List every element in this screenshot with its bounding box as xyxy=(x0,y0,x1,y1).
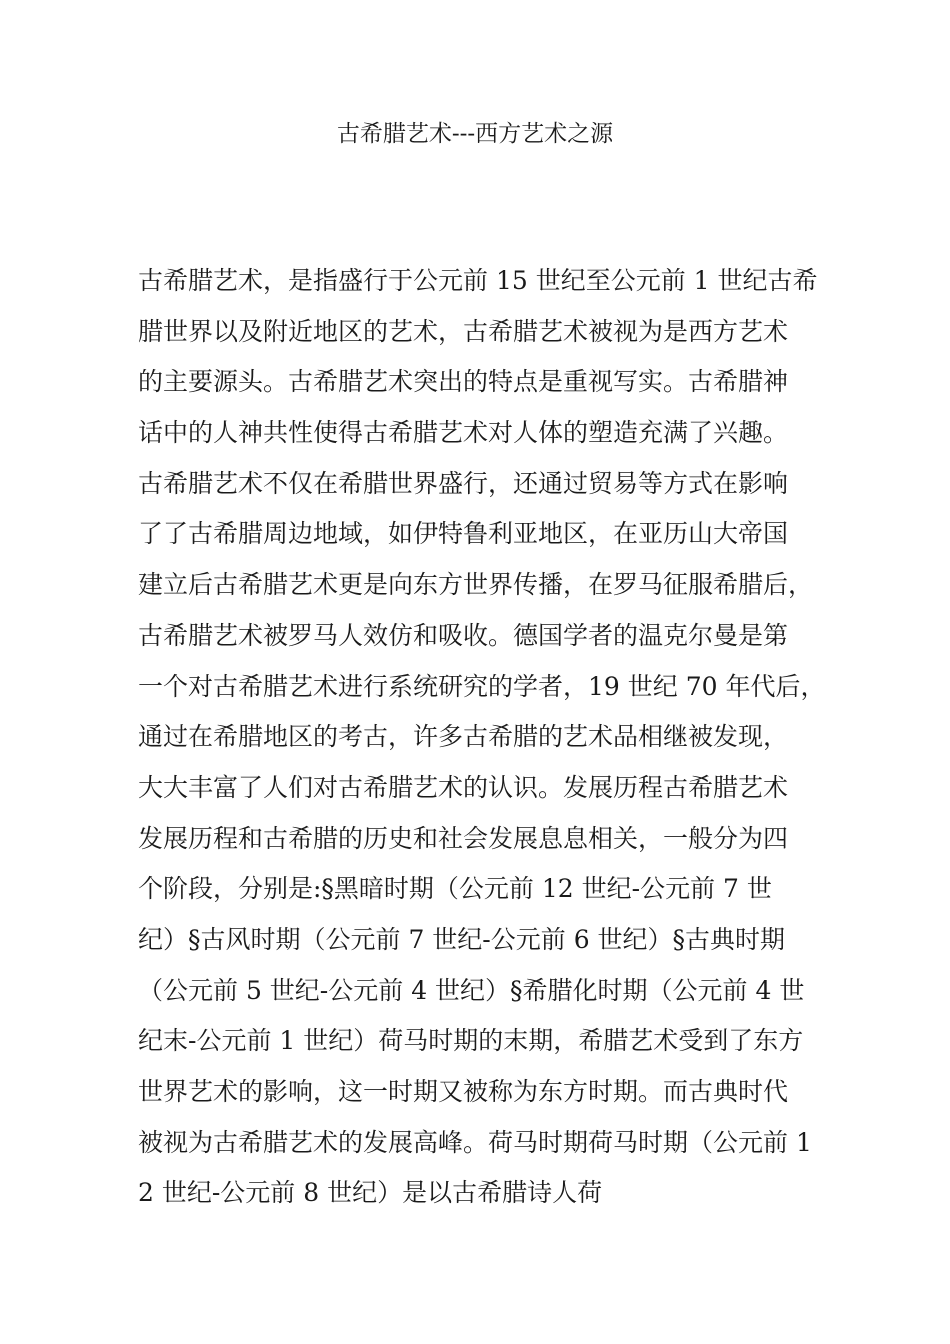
text-line: 纪末-公元前 1 世纪）荷马时期的末期，希腊艺术受到了东方 xyxy=(138,1026,804,1056)
text-line: 个阶段，分别是:§黑暗时期（公元前 12 世纪-公元前 7 世 xyxy=(138,874,772,904)
text-line: （公元前 5 世纪-公元前 4 世纪）§希腊化时期（公元前 4 世 xyxy=(138,975,805,1005)
body-paragraph xyxy=(138,256,826,1219)
text-line: 发展历程和古希腊的历史和社会发展息息相关，一般分为四 xyxy=(138,823,789,853)
text-line: 世界艺术的影响，这一时期又被称为东方时期。而古典时代 xyxy=(138,1077,789,1106)
text-line: 纪）§古风时期（公元前 7 世纪-公元前 6 世纪）§古典时期 xyxy=(138,924,786,954)
text-line: 腊世界以及附近地区的艺术，古希腊艺术被视为是西方艺术 xyxy=(138,316,789,346)
text-line: 了了古希腊周边地域，如伊特鲁利亚地区，在亚历山大帝国 xyxy=(138,519,789,549)
text-line: 一个对古希腊艺术进行系统研究的学者，19 世纪 70 年代后， xyxy=(138,671,826,701)
text-line: 古希腊艺术被罗马人效仿和吸收。德国学者的温克尔曼是第 xyxy=(138,620,789,650)
text-line: 话中的人神共性使得古希腊艺术对人体的塑造充满了兴趣。 xyxy=(138,418,789,448)
text-line: 被视为古希腊艺术的发展高峰。荷马时期荷马时期（公元前 1 xyxy=(138,1127,812,1157)
text-line: 建立后古希腊艺术更是向东方世界传播，在罗马征服希腊后， xyxy=(138,570,814,600)
text-line: 的主要源头。古希腊艺术突出的特点是重视写实。古希腊神 xyxy=(138,367,789,397)
text-line: 古希腊艺术，是指盛行于公元前 15 世纪至公元前 1 世纪古希 xyxy=(138,266,818,295)
text-line: 古希腊艺术不仅在希腊世界盛行，还通过贸易等方式在影响 xyxy=(138,468,789,498)
text-line: 通过在希腊地区的考古，许多古希腊的艺术品相继被发现， xyxy=(138,722,789,752)
text-line: 大大丰富了人们对古希腊艺术的认识。发展历程古希腊艺术 xyxy=(138,772,789,802)
text-line: 2 世纪-公元前 8 世纪）是以古希腊诗人荷 xyxy=(138,1178,603,1208)
document-title: 古希腊艺术---西方艺术之源 xyxy=(336,121,614,147)
